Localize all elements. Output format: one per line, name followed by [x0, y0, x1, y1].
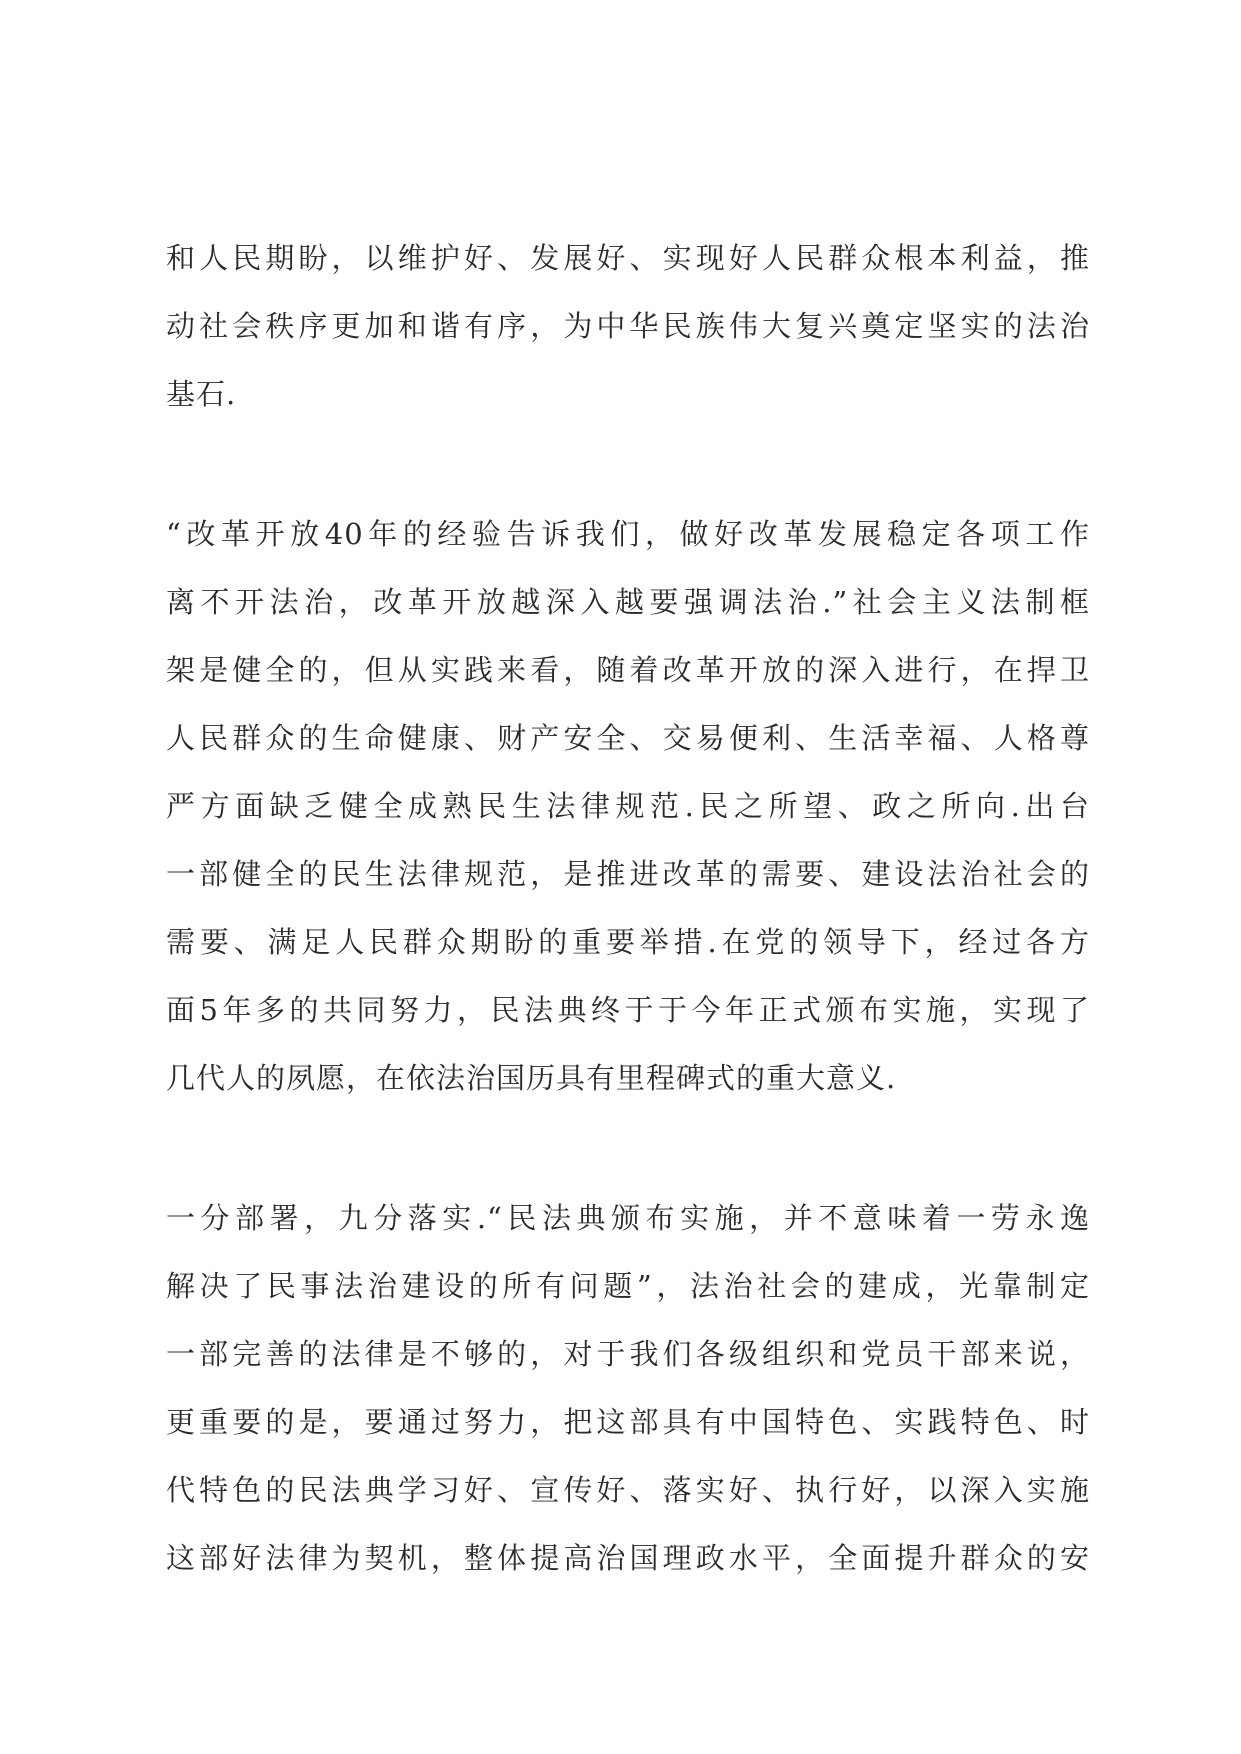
- text-line: 代特色的民法典学习好、宣传好、落实好、执行好，以深入实施: [166, 1473, 1090, 1507]
- paragraph-spacer: [166, 428, 1090, 500]
- text-line: 几代人的夙愿，在依法治国历具有里程碑式的重大意义.: [166, 1061, 897, 1095]
- paragraph-1: [166, 224, 1090, 428]
- paragraph-2: [166, 500, 1090, 1112]
- text-line: 更重要的是，要通过努力，把这部具有中国特色、实践特色、时: [166, 1405, 1090, 1439]
- text-line: 解决了民事法治建设的所有问题”，法治社会的建成，光靠制定: [166, 1269, 1090, 1303]
- text-line: 和人民期盼，以维护好、发展好、实现好人民群众根本利益，推: [166, 241, 1090, 275]
- text-line: 一部完善的法律是不够的，对于我们各级组织和党员干部来说，: [166, 1337, 1090, 1371]
- paragraph-3: [166, 1184, 1090, 1592]
- text-line: 基石.: [166, 377, 237, 411]
- text-line: 人民群众的生命健康、财产安全、交易便利、生活幸福、人格尊: [166, 721, 1090, 755]
- text-line: 架是健全的，但从实践来看，随着改革开放的深入进行，在捍卫: [166, 653, 1090, 687]
- paragraph-spacer: [166, 1112, 1090, 1184]
- text-line: “改革开放40年的经验告诉我们，做好改革发展稳定各项工作: [166, 517, 1090, 551]
- text-line: 严方面缺乏健全成熟民生法律规范.民之所望、政之所向.出台: [166, 789, 1090, 823]
- document-body: [166, 224, 1090, 1592]
- text-line: 一部健全的民生法律规范，是推进改革的需要、建设法治社会的: [166, 857, 1090, 891]
- text-line: 面5年多的共同努力，民法典终于于今年正式颁布实施，实现了: [166, 993, 1090, 1027]
- text-line: 这部好法律为契机，整体提高治国理政水平，全面提升群众的安: [166, 1541, 1090, 1575]
- text-line: 动社会秩序更加和谐有序，为中华民族伟大复兴奠定坚实的法治: [166, 309, 1090, 343]
- text-line: 离不开法治，改革开放越深入越要强调法治.”社会主义法制框: [166, 585, 1090, 619]
- text-line: 需要、满足人民群众期盼的重要举措.在党的领导下，经过各方: [166, 925, 1090, 959]
- text-line: 一分部署，九分落实.“民法典颁布实施，并不意味着一劳永逸: [166, 1201, 1090, 1235]
